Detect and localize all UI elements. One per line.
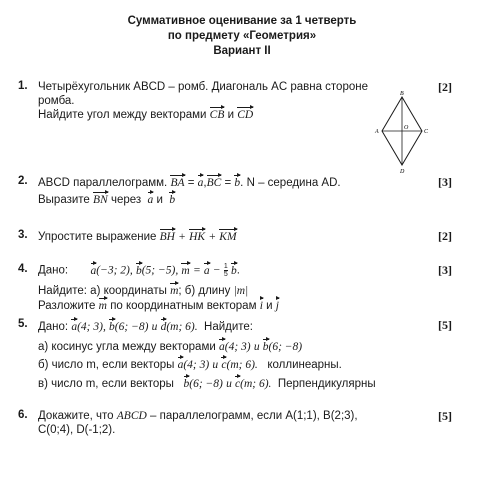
task-2-eq-1: =	[187, 177, 195, 189]
task-4-line-3	[38, 299, 279, 313]
task-1-number: 1.	[18, 80, 28, 92]
vector-m: m	[181, 264, 190, 277]
a-coords-item-b: (4; 3)	[183, 359, 210, 371]
vector-m-2: m	[170, 285, 179, 297]
equals: =	[192, 264, 201, 277]
task-5-line-1	[38, 320, 253, 334]
vertex-a-label: A	[375, 129, 379, 135]
task-1-joiner: и	[227, 109, 234, 121]
fraction-one-fifth	[224, 263, 228, 278]
vector-km: KM	[219, 231, 237, 243]
vector-a-item-a: a	[218, 341, 225, 353]
vector-b-2: b	[169, 194, 176, 206]
b-coords: (6; −8)	[114, 321, 149, 333]
task-6-prompt: Докажите, что	[38, 410, 114, 422]
task-2-number: 2.	[18, 175, 28, 187]
task-4-period: .	[236, 264, 240, 277]
task-3-score: [2]	[438, 229, 452, 243]
task-4-length-text: ; б) длину	[178, 285, 231, 297]
task-5-a-text: а) косинус угла между векторами	[38, 341, 216, 353]
vector-a: a	[90, 264, 97, 277]
a-coords: (−3; 2),	[96, 264, 133, 277]
title: Суммативное оценивание за 1 четверть	[127, 15, 357, 27]
vector-i: i	[259, 300, 263, 312]
vector-c-item-c: c	[235, 378, 241, 390]
vector-m-3: m	[98, 300, 107, 312]
vector-a-2: a	[203, 264, 210, 277]
variant: Вариант II	[213, 45, 271, 57]
task-1-prompt: Найдите угол между векторами	[38, 109, 207, 121]
task-2-period: .	[240, 177, 244, 189]
a-coords: (4; 3),	[77, 321, 106, 333]
task-1-line-3	[38, 108, 253, 122]
vector-cb: CB	[209, 109, 225, 121]
vector-a: a	[71, 321, 78, 333]
center-o-label: O	[404, 125, 409, 131]
vector-j: j	[275, 300, 279, 312]
vector-d: d	[160, 321, 167, 333]
task-2-line-1	[38, 176, 341, 190]
task-1-score: [2]	[438, 80, 452, 94]
a-coords-item-a: (4; 3)	[224, 341, 251, 353]
vertex-d-label: D	[400, 169, 405, 175]
vector-b-2: b	[230, 264, 237, 277]
vertex-c-label: C	[424, 129, 429, 135]
subject: по предмету «Геометрия»	[167, 30, 317, 42]
vector-b-item-c: b	[183, 378, 190, 390]
task-5-item-c	[38, 377, 376, 391]
vector-c-item-b: c	[221, 359, 227, 371]
fraction-denominator: 5	[223, 271, 228, 278]
task-2-given: ABCD параллелограмм.	[38, 177, 168, 189]
item-b-joiner: и	[212, 359, 219, 371]
b-coords-item-c: (6; −8)	[189, 378, 223, 390]
task-2-through: через	[110, 194, 142, 206]
plus-1: +	[178, 231, 186, 243]
rhombus-figure	[370, 91, 434, 176]
vector-b: b	[234, 177, 241, 189]
task-5-label: Дано:	[38, 321, 69, 333]
task-4-number: 4.	[18, 263, 28, 275]
task-5-number: 5.	[18, 318, 28, 330]
task-4-line-1	[38, 263, 240, 278]
c-coords-item-b: (m; 6).	[226, 359, 258, 371]
task-3-number: 3.	[18, 229, 28, 241]
task-3-prompt: Упростите выражение	[38, 231, 157, 243]
task-5-item-a	[38, 340, 302, 354]
task-5-score: [5]	[438, 318, 452, 332]
vector-a-item-b: a	[177, 359, 184, 371]
task-4-basis-text: по координатным векторам	[110, 300, 257, 312]
task-2-eq-2: =	[224, 177, 232, 189]
task-4-line-2	[38, 284, 248, 298]
task-5-find: Найдите:	[204, 321, 254, 333]
task-6-score: [5]	[438, 409, 452, 423]
c-coords-item-c: (m; 6).	[240, 378, 272, 390]
vector-bn: BN	[93, 194, 108, 206]
task-3-line	[38, 230, 237, 244]
task-5-c-tail: Перпендикулярны	[277, 378, 376, 390]
vector-cd: CD	[237, 109, 254, 121]
vector-bc: BC	[206, 177, 222, 189]
task-2-score: [3]	[438, 175, 452, 189]
task-4-find: Найдите: а) координаты	[38, 285, 167, 297]
task-5-joiner: и	[151, 321, 158, 333]
vertex-b-label: B	[400, 91, 404, 97]
minus: −	[212, 264, 221, 277]
item-a-joiner: и	[253, 341, 260, 353]
task-2-midpoint: N – середина AD.	[246, 177, 341, 189]
b-coords-item-a: (6; −8)	[268, 341, 303, 353]
task-5-b-text: б) число m, если векторы	[38, 359, 175, 371]
abcd-italic: ABCD	[116, 410, 147, 422]
vector-b: b	[135, 264, 142, 277]
item-c-joiner: и	[226, 378, 232, 390]
task-6-line-1	[38, 409, 358, 423]
plus-2: +	[208, 231, 217, 243]
task-2-prompt: Выразите	[38, 194, 90, 206]
task-1-line-2: ромба.	[38, 95, 75, 107]
vector-bh: BH	[159, 231, 175, 243]
document-header	[0, 14, 484, 59]
task-2-comma: ,	[203, 177, 207, 189]
task-4-score: [3]	[438, 263, 452, 277]
task-6-line-2: C(0;4), D(-1;2).	[38, 424, 116, 436]
task-4-label: Дано:	[38, 264, 69, 277]
task-2-joiner: и	[156, 194, 163, 206]
task-5-c-text: в) число m, если векторы	[38, 378, 174, 390]
task-6-points: – параллелограмм, если A(1;1), B(2;3),	[150, 410, 358, 422]
task-6-number: 6.	[18, 409, 28, 421]
b-coords: (5; −5),	[141, 264, 179, 277]
d-coords: (m; 6).	[166, 321, 198, 333]
task-4-joiner: и	[266, 300, 273, 312]
task-4-decompose: Разложите	[38, 300, 96, 312]
task-1-line-1: Четырёхугольник ABCD – ромб. Диагональ AC равна стороне	[38, 81, 368, 93]
vector-b-item-a: b	[262, 341, 269, 353]
fraction-numerator: 1	[223, 263, 228, 270]
vector-a: a	[197, 177, 204, 189]
vector-b: b	[109, 321, 115, 333]
vector-ba: BA	[170, 177, 185, 189]
abs-m: |m|	[233, 285, 249, 297]
vector-hk: HK	[189, 231, 206, 243]
vector-a-2: a	[147, 194, 154, 206]
task-5-item-b	[38, 358, 342, 372]
task-2-line-2	[38, 193, 175, 207]
task-5-b-tail: коллинеарны.	[267, 359, 342, 371]
